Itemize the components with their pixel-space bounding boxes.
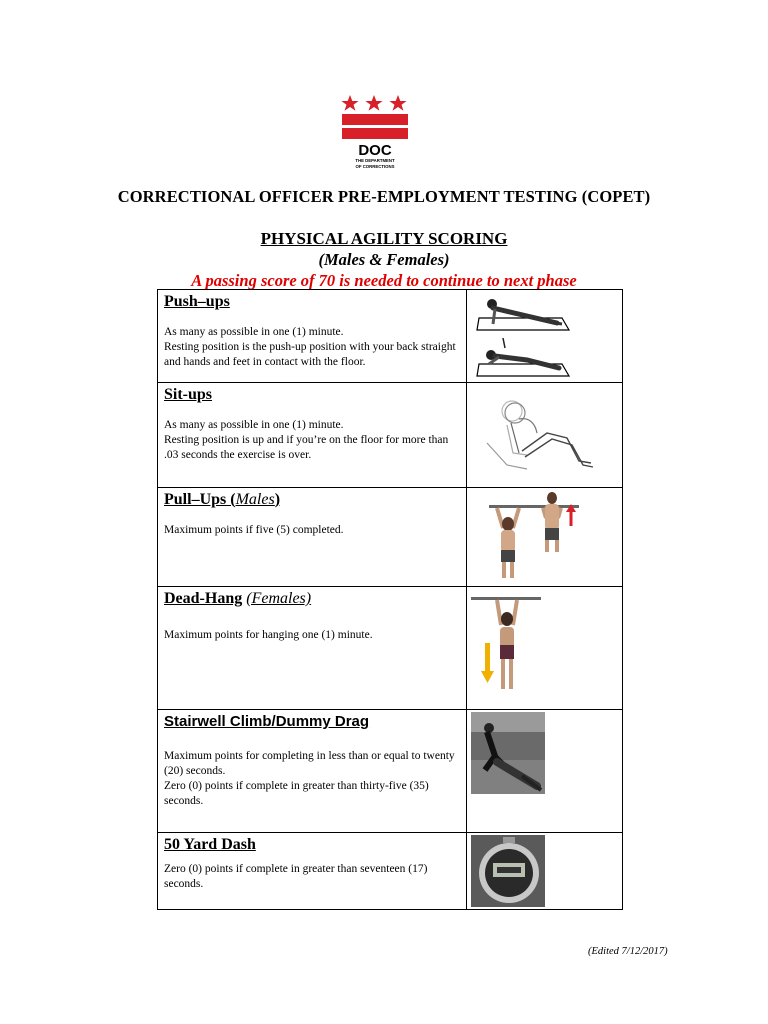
event-name: Push–ups bbox=[164, 293, 230, 310]
event-row-push-ups bbox=[158, 290, 623, 383]
event-description: Maximum points for hanging one (1) minute. bbox=[164, 629, 373, 641]
event-row-pull-ups bbox=[158, 488, 623, 587]
event-description: Zero (0) points if complete in greater than seventeen (17) seconds. bbox=[164, 863, 428, 890]
logo-subtext-2: OF CORRECTIONS bbox=[355, 164, 395, 169]
stopwatch-photo bbox=[467, 833, 623, 910]
passing-score-note: A passing score of 70 is needed to continue to next phase bbox=[191, 271, 577, 290]
logo-subtext-1: THE DEPARTMENT bbox=[355, 158, 395, 163]
event-name: 50 Yard Dash bbox=[164, 836, 256, 853]
event-row-stairwell-climb bbox=[158, 710, 623, 833]
event-description: Maximum points for completing in less than or equal to twenty (20) seconds. Zero (0) points if complete in greater than thirty-five (35) seconds. bbox=[164, 750, 455, 807]
event-row-dead-hang bbox=[158, 587, 623, 710]
edited-date: (Edited 7/12/2017) bbox=[588, 946, 668, 957]
doc-logo bbox=[338, 93, 414, 169]
events-table bbox=[157, 289, 623, 910]
event-name: Pull–Ups (Males) bbox=[164, 491, 281, 508]
event-name: Sit-ups bbox=[164, 386, 213, 403]
dead-hang-illustration bbox=[467, 587, 623, 710]
groups-line: (Males & Females) bbox=[318, 250, 450, 269]
event-name: Stairwell Climb/Dummy Drag bbox=[164, 713, 370, 730]
event-row-50-yard-dash bbox=[158, 833, 623, 910]
sit-up-illustration bbox=[467, 383, 623, 488]
push-up-illustration bbox=[467, 290, 623, 383]
event-description: Maximum points if five (5) completed. bbox=[164, 524, 344, 536]
event-description: As many as possible in one (1) minute. Resting position is the push-up position with your back straight and hands and feet in contact with the floor. bbox=[164, 326, 456, 368]
pull-up-illustration bbox=[467, 488, 623, 587]
event-name: Dead-Hang (Females) bbox=[164, 590, 312, 607]
scoring-subtitle: PHYSICAL AGILITY SCORING bbox=[260, 229, 508, 248]
logo-doc-text: DOC bbox=[358, 142, 392, 159]
dummy-drag-photo bbox=[467, 710, 623, 833]
page-title: CORRECTIONAL OFFICER PRE-EMPLOYMENT TESTING (COPET) bbox=[117, 187, 651, 206]
event-description: As many as possible in one (1) minute. Resting position is up and if you’re on the floor for more than .03 seconds the exercise is over. bbox=[164, 419, 449, 461]
event-row-sit-ups bbox=[158, 383, 623, 488]
